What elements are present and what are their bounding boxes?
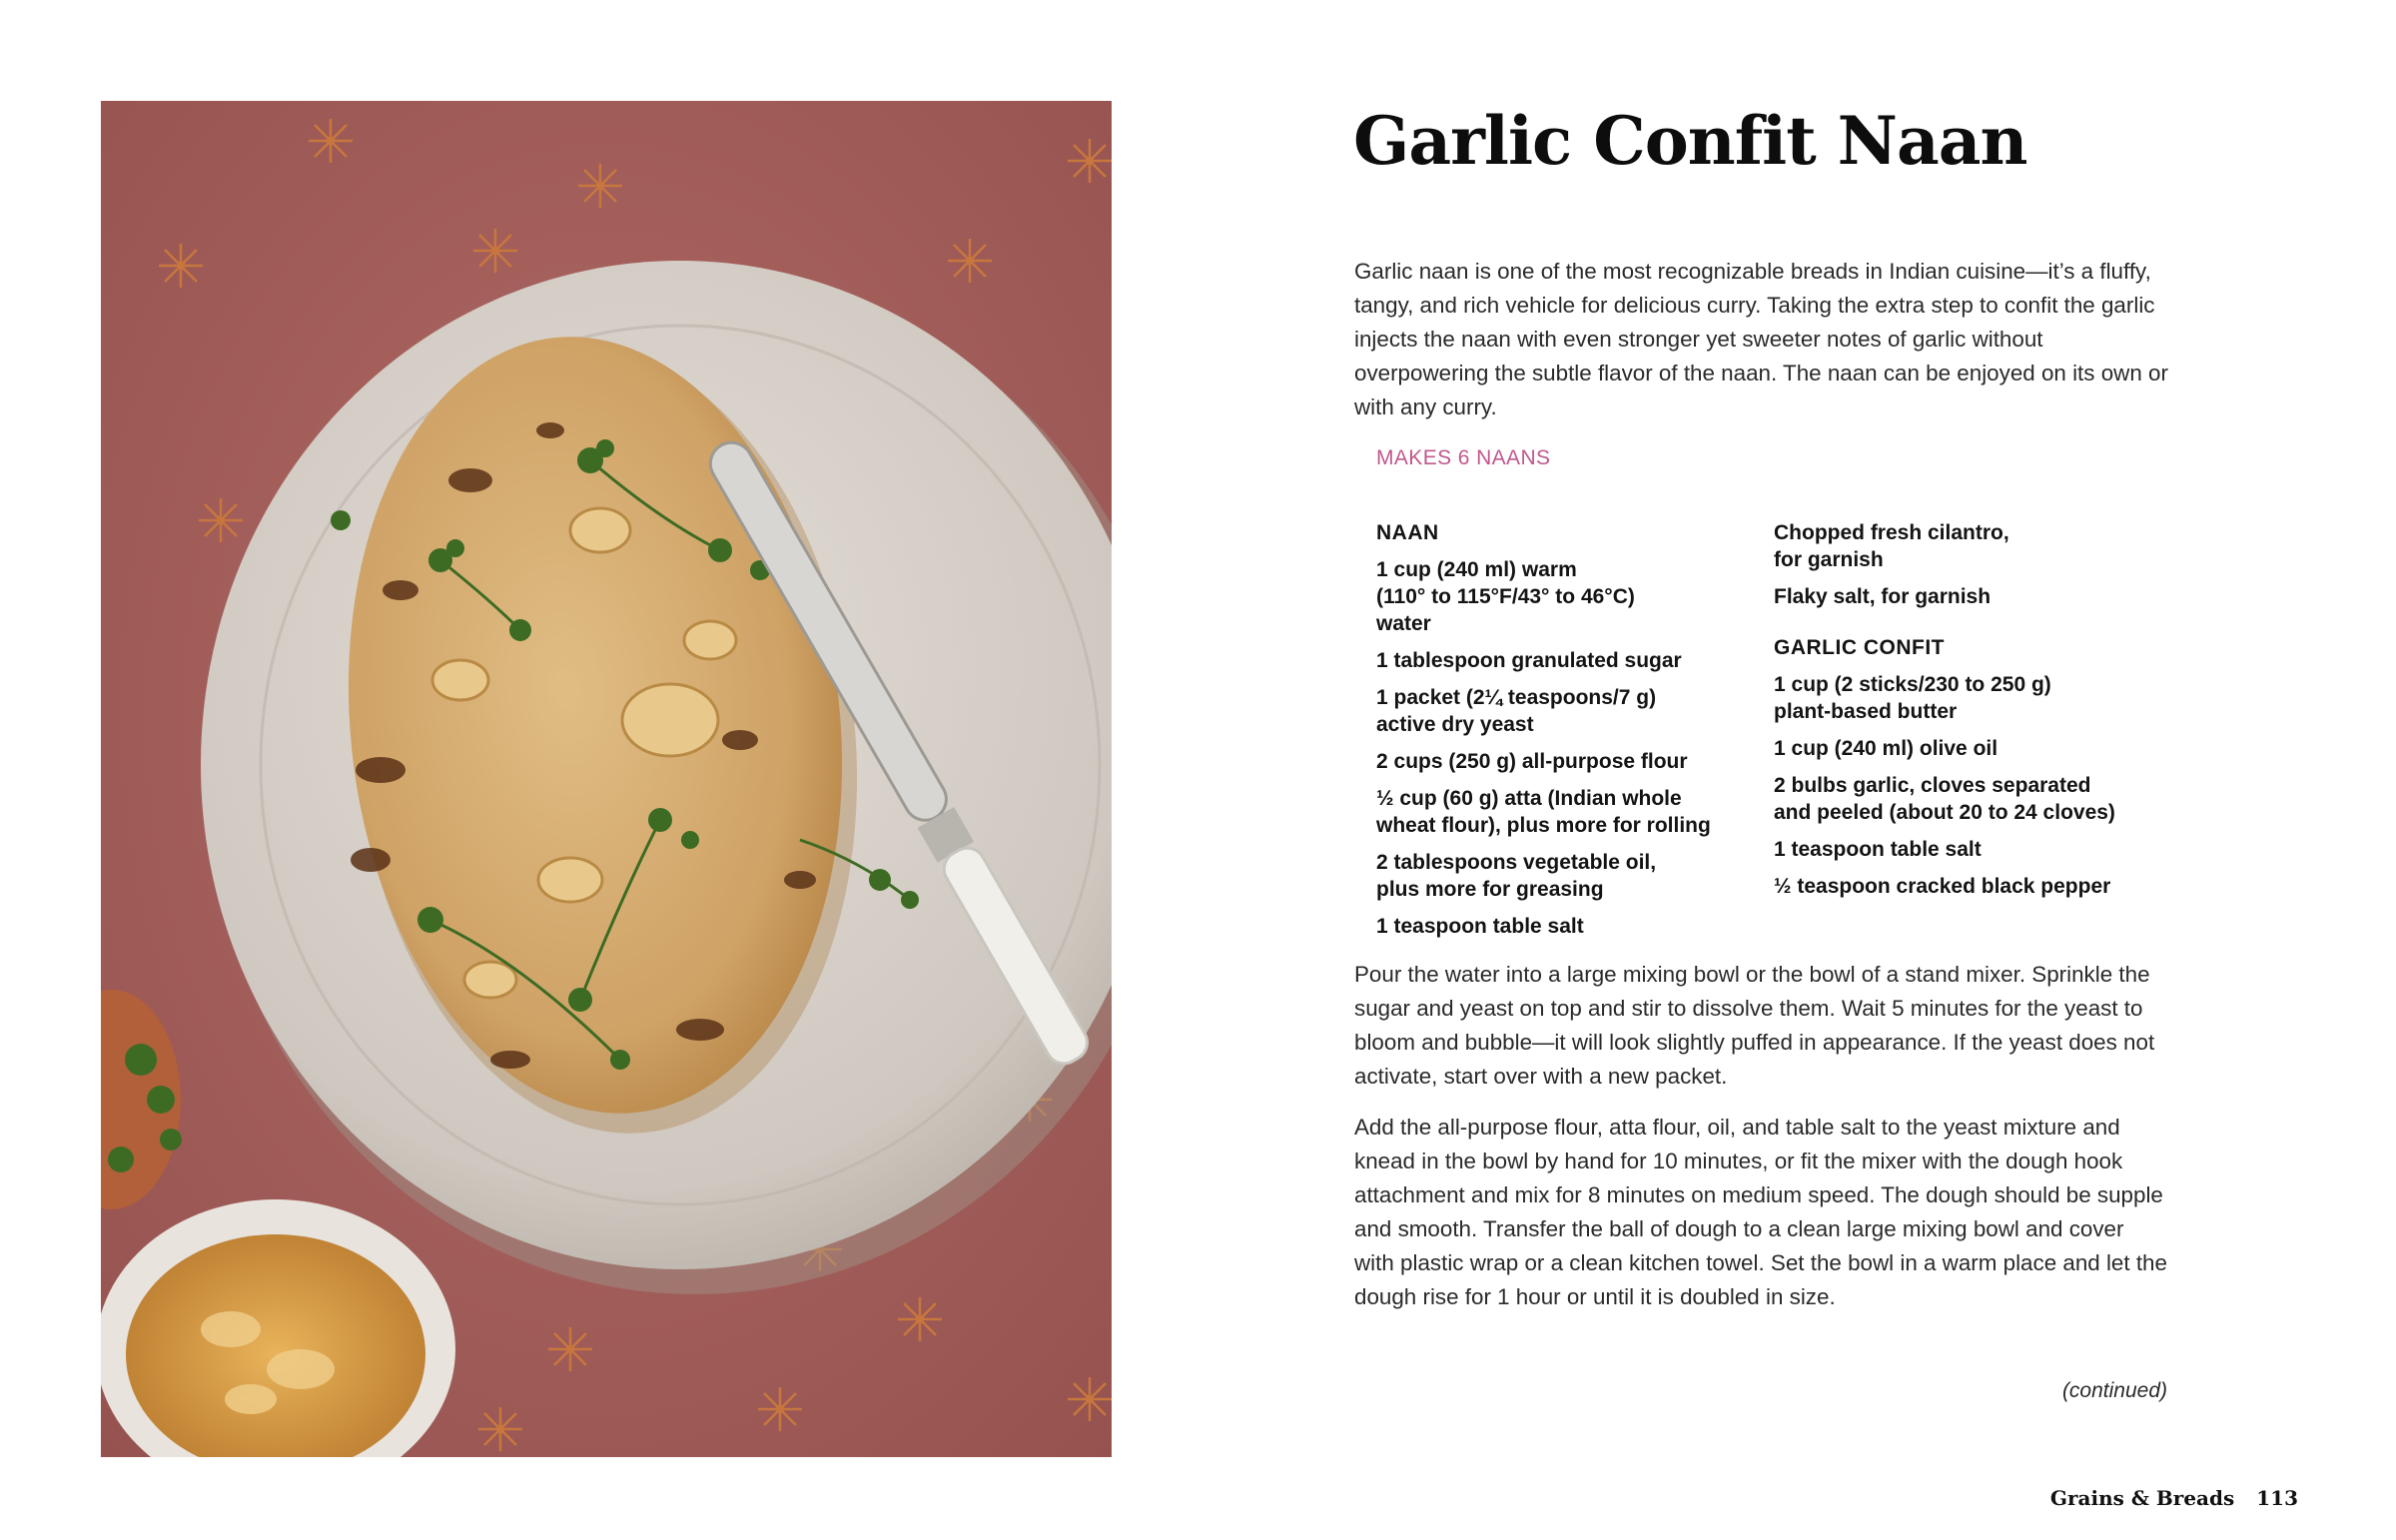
ingredient-item: ½ cup (60 g) atta (Indian whole wheat flour), plus more for rolling	[1376, 787, 1711, 837]
page-number: 113	[2256, 1486, 2298, 1510]
ingredient-item: 1 cup (240 ml) warm (110° to 115°F/43° to 46°C) water	[1376, 558, 1635, 635]
continued-note: (continued)	[2061, 1379, 2167, 1402]
ingredient-item: 1 teaspoon table salt	[1774, 838, 1982, 861]
page-footer	[2050, 1486, 2298, 1510]
ingredient-item: 2 cups (250 g) all-purpose flour	[1376, 750, 1688, 773]
footer-section: Grains & Breads	[2049, 1486, 2235, 1510]
ingredient-item: 1 teaspoon table salt	[1376, 915, 1584, 938]
ingredient-item: Chopped fresh cilantro, for garnish	[1774, 521, 2009, 571]
recipe-title: Garlic Confit Naan	[1353, 102, 2027, 180]
ingredient-item: ½ teaspoon cracked black pepper	[1774, 875, 2111, 898]
recipe-intro: Garlic naan is one of the most recognizable breads in Indian cuisine—it’s a fluffy, tangy, and rich vehicle for delicious curry. Taking the extra step to confit the garlic injects the naan with even stronger yet sweeter notes of garlic without overpowering the subtle flavor of the naan. The naan can be enjoyed on its own or with any curry.	[1354, 259, 2168, 419]
ingredient-item: 1 cup (240 ml) olive oil	[1774, 737, 1998, 760]
recipe-yield: MAKES 6 NAANS	[1376, 446, 1551, 469]
ingredient-item: Flaky salt, for garnish	[1774, 585, 1992, 608]
ingredients-left-column	[1376, 519, 1736, 950]
garlic-confit-heading: GARLIC CONFIT	[1774, 636, 1945, 659]
ingredient-item: 1 cup (2 sticks/230 to 250 g) plant-based butter	[1774, 673, 2051, 723]
recipe-photo	[101, 101, 1112, 1457]
method-step-1: Pour the water into a large mixing bowl or the bowl of a stand mixer. Sprinkle the sugar and yeast on top and stir to dissolve them. Wait 5 minutes for the yeast to bloom and bubble—it will look slightly puffed in appearance. If the yeast does not activate, start over with a new packet.	[1354, 962, 2155, 1089]
ingredient-item: 2 bulbs garlic, cloves separated and peeled (about 20 to 24 cloves)	[1774, 774, 2115, 824]
naan-heading: NAAN	[1376, 521, 1439, 544]
ingredient-item: 1 tablespoon granulated sugar	[1376, 649, 1682, 672]
naan-plate-illustration	[101, 101, 1112, 1457]
ingredient-item: 2 tablespoons vegetable oil, plus more for greasing	[1376, 851, 1657, 901]
ingredient-item: 1 packet (2¼ teaspoons/7 g) active dry yeast	[1376, 686, 1657, 736]
ingredients-right-column	[1774, 519, 2173, 910]
method-step-2: Add the all-purpose flour, atta flour, oil, and table salt to the yeast mixture and knead in the bowl by hand for 10 minutes, or fit the mixer with the dough hook attachment and mix for 8 minutes on medium speed. The dough should be supple and smooth. Transfer the ball of dough to a clean large mixing bowl and cover with plastic wrap or a clean kitchen towel. Set the bowl in a warm place and let the dough rise for 1 hour or until it is doubled in size.	[1354, 1115, 2167, 1309]
